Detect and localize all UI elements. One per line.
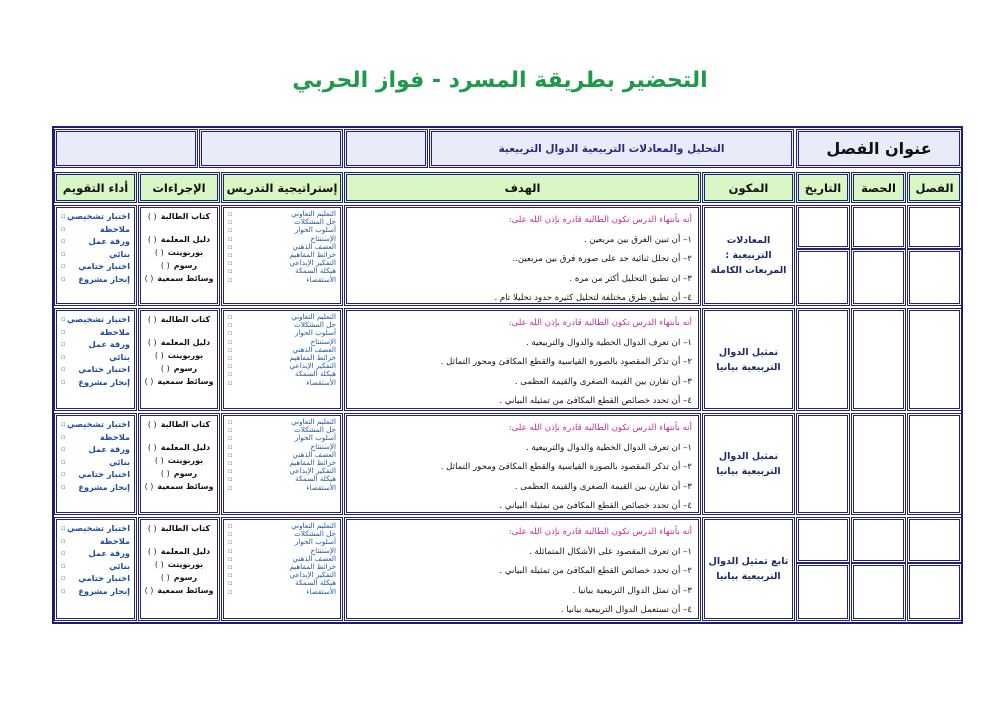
checkbox-icon: ▫: [228, 467, 233, 476]
date-cell: [796, 517, 850, 563]
component-cell: تابع تمثيل الدوال التربيعية بيانيا: [702, 517, 795, 621]
checkbox-icon: ▫: [228, 378, 233, 387]
goal-item: ٤– أن تستعمل الدوال التربيعية بيانيا .: [560, 605, 692, 615]
strategy-label: حل المشكلات: [294, 425, 336, 435]
procedure-label: وسائط سمعية: [157, 274, 214, 283]
procedure-mark: ( ): [147, 212, 157, 221]
checkbox-icon: ▫: [61, 237, 66, 246]
checkbox-icon: ▫: [228, 450, 233, 459]
strategy-label: العصف الذهني: [292, 241, 336, 251]
strategy-label: حل المشكلات: [294, 320, 336, 330]
evaluation-option[interactable]: [61, 456, 130, 469]
checkbox-icon: ▫: [61, 586, 66, 595]
checkbox-icon: ▫: [61, 315, 66, 323]
checkbox-icon: ▫: [228, 313, 233, 321]
procedure-mark: ( ): [160, 364, 170, 373]
column-header-date: التاريخ: [796, 172, 850, 203]
procedures-cell: [138, 517, 220, 621]
date-cell: [796, 413, 850, 515]
procedure-item[interactable]: [144, 441, 214, 454]
goal-cell: [344, 205, 701, 306]
page-title: التحضير بطريقة المسرد - فواز الحربي: [292, 68, 708, 93]
procedure-label: دليل المعلمة: [160, 547, 211, 556]
evaluation-option[interactable]: [61, 313, 130, 326]
checkbox-icon: ▫: [61, 212, 66, 220]
evaluation-cell: [54, 205, 137, 306]
procedure-item[interactable]: [144, 210, 214, 223]
checkbox-icon: ▫: [228, 370, 233, 379]
goal-item: ٤– أن تحدد خصائص القطع المكافئ من تمثيله البياني .: [499, 501, 692, 511]
checkbox-icon: ▫: [228, 483, 233, 492]
checkbox-icon: ▫: [228, 251, 233, 260]
checkbox-icon: ▫: [228, 434, 233, 443]
checkbox-icon: ▫: [61, 377, 66, 386]
procedure-label: دليل المعلمة: [160, 235, 211, 244]
checkbox-icon: ▫: [228, 475, 233, 484]
strategy-label: التعليم التعاوني: [291, 312, 336, 321]
procedure-label: بوربوينت: [167, 351, 204, 360]
checkbox-icon: ▫: [228, 442, 233, 451]
procedures-cell: [138, 413, 220, 515]
header-blank-cell: [344, 129, 428, 168]
goal-item: ١– ان تعرف المقصود على الأشكال المتماثلة .: [529, 546, 692, 557]
checkbox-icon: ▫: [61, 432, 66, 441]
checkbox-icon: ▫: [61, 536, 66, 545]
strategy-label: التفكير الإبداعي: [289, 361, 336, 371]
class-cell: [907, 308, 962, 411]
procedure-mark: ( ): [144, 377, 154, 386]
evaluation-option[interactable]: [61, 585, 130, 598]
checkbox-icon: ▫: [228, 234, 233, 243]
evaluation-option[interactable]: [61, 522, 130, 535]
evaluation-option[interactable]: [61, 535, 130, 548]
checkbox-icon: ▫: [61, 340, 66, 349]
procedure-label: دليل المعلمة: [160, 443, 211, 452]
procedure-item[interactable]: [144, 313, 214, 326]
goal-item: ٢– أن تذكر المقصود بالصورة القياسية والقطع المكافئ ومحور التماثل .: [440, 462, 692, 472]
evaluation-cell: [54, 413, 137, 515]
procedure-item[interactable]: [144, 246, 214, 259]
evaluation-label: ورقة عمل: [88, 548, 130, 559]
procedure-label: كتاب الطالبة: [160, 420, 211, 429]
goal-item: ١– ان تعرف الدوال الخطية والدوال والتربيعية .: [525, 337, 692, 348]
component-cell: المعادلات التربيعية : المربعات الكاملة: [702, 205, 795, 306]
column-header-evaluation: أداء التقويم: [54, 172, 137, 203]
procedure-mark: ( ): [154, 248, 164, 257]
checkbox-icon: ▫: [228, 546, 233, 555]
goal-item: ٤– أن تطبق طرق مختلفة لتحليل كثيرة حدود تحليلا تام .: [494, 293, 692, 303]
checkbox-icon: ▫: [228, 259, 233, 268]
evaluation-label: ملاحظة: [99, 535, 130, 546]
procedure-mark: ( ): [147, 524, 157, 533]
period-cell: [851, 517, 906, 563]
checkbox-icon: ▫: [61, 561, 66, 570]
procedure-mark: ( ): [147, 420, 157, 429]
procedure-item[interactable]: [144, 418, 214, 431]
evaluation-option[interactable]: [61, 418, 130, 431]
class-cell: [907, 517, 962, 563]
class-cell: [907, 563, 962, 621]
evaluation-label: اختبار ختامي: [78, 469, 130, 480]
column-header-goal: الهدف: [344, 172, 701, 203]
procedure-mark: ( ): [154, 456, 164, 465]
procedure-label: كتاب الطالبة: [160, 524, 211, 533]
procedure-label: بوربوينت: [167, 560, 204, 569]
evaluation-label: إنجاز مشروع: [78, 481, 130, 492]
column-header-component: المكون: [702, 172, 795, 203]
goal-item: ٣– أن تقارن بين القيمة الصغرى والقيمة العظمى .: [514, 376, 692, 387]
evaluation-label: اختبار ختامي: [78, 261, 130, 272]
goal-cell: [344, 517, 701, 621]
header-blank-cell: [54, 129, 198, 168]
procedure-label: رسوم: [173, 573, 198, 582]
evaluation-label: ورقة عمل: [88, 339, 130, 350]
evaluation-label: إنجاز مشروع: [78, 273, 130, 284]
strategy-label: الأستقصاء: [306, 377, 336, 387]
strategy-label: التفكير الإبداعي: [289, 570, 336, 580]
evaluation-label: اختبار تشخيصي: [66, 523, 130, 533]
procedure-item[interactable]: [144, 336, 214, 349]
strategy-label: التعليم التعاوني: [291, 209, 336, 218]
strategy-option[interactable]: [228, 276, 336, 284]
procedure-mark: ( ): [147, 547, 157, 556]
procedure-item[interactable]: [144, 558, 214, 571]
goal-item: ١– ان تعرف الدوال الخطية والدوال والتربيعية .: [525, 442, 692, 453]
column-header-period: الحصة: [851, 172, 906, 203]
procedure-mark: ( ): [147, 315, 157, 324]
procedure-label: وسائط سمعية: [157, 586, 214, 595]
date-cell: [796, 205, 850, 249]
goal-item: ١– أن تبين الفرق بين مربعين .: [583, 234, 692, 245]
evaluation-label: ملاحظة: [99, 223, 130, 234]
checkbox-icon: ▫: [228, 579, 233, 588]
evaluation-option[interactable]: [61, 260, 130, 273]
checkbox-icon: ▫: [61, 224, 66, 233]
date-cell: [796, 249, 850, 306]
checkbox-icon: ▫: [228, 426, 233, 435]
evaluation-label: اختبار تشخيصي: [66, 314, 130, 324]
procedure-label: بوربوينت: [167, 456, 204, 465]
evaluation-label: إنجاز مشروع: [78, 376, 130, 387]
evaluation-label: إنجاز مشروع: [78, 585, 130, 596]
period-cell: [851, 308, 906, 411]
unit-subject: التحليل والمعادلات التربيعية الدوال التربيعية: [429, 129, 794, 168]
procedure-item[interactable]: [144, 480, 214, 493]
goal-item: ٢– أن تحلل ثنائية حد على صورة فرق بين مربعين..: [512, 254, 692, 264]
evaluation-option[interactable]: [61, 547, 130, 560]
procedure-item[interactable]: [144, 467, 214, 480]
checkbox-icon: ▫: [228, 345, 233, 354]
procedure-mark: ( ): [147, 338, 157, 347]
evaluation-label: اختبار ختامي: [78, 364, 130, 375]
period-cell: [851, 563, 906, 621]
strategy-label: التفكير الإبداعي: [289, 258, 336, 268]
strategy-label: الأستقصاء: [306, 274, 336, 284]
header-blank-cell: [199, 129, 343, 168]
checkbox-icon: ▫: [61, 470, 66, 479]
evaluation-option[interactable]: [61, 210, 130, 223]
strategy-cell: [221, 205, 343, 306]
checkbox-icon: ▫: [228, 329, 233, 338]
procedure-mark: ( ): [154, 351, 164, 360]
evaluation-label: بنائي: [109, 560, 130, 571]
checkbox-icon: ▫: [61, 457, 66, 466]
procedures-cell: [138, 308, 220, 411]
procedure-label: وسائط سمعية: [157, 482, 214, 491]
procedure-label: رسوم: [173, 364, 198, 373]
procedure-item[interactable]: [144, 362, 214, 375]
procedure-mark: ( ): [160, 261, 170, 270]
checkbox-icon: ▫: [228, 267, 233, 276]
checkbox-icon: ▫: [228, 587, 233, 596]
checkbox-icon: ▫: [61, 365, 66, 374]
goal-intro: أنه بأنتهاء الدرس تكون الطالبة قادرة بإذن الله على:: [508, 318, 692, 328]
evaluation-option[interactable]: [61, 560, 130, 573]
evaluation-label: ورقة عمل: [88, 236, 130, 247]
evaluation-option[interactable]: [61, 223, 130, 236]
evaluation-option[interactable]: [61, 248, 130, 261]
procedure-item[interactable]: [144, 349, 214, 362]
goal-item: ٣– ان تطبق التحليل أكثر من مرة .: [569, 273, 692, 284]
evaluation-label: بنائي: [109, 456, 130, 467]
strategy-label: الإستنتاج: [310, 545, 336, 555]
evaluation-option[interactable]: [61, 235, 130, 248]
procedure-item[interactable]: [144, 233, 214, 246]
checkbox-icon: ▫: [61, 574, 66, 583]
checkbox-icon: ▫: [61, 249, 66, 258]
evaluation-option[interactable]: [61, 481, 130, 494]
evaluation-label: ملاحظة: [99, 326, 130, 337]
strategy-label: أسلوب الحوار: [294, 433, 336, 443]
goal-item: ٢– أن تذكر المقصود بالصورة القياسية والقطع المكافئ ومحور التماثل .: [440, 357, 692, 367]
procedure-mark: ( ): [160, 573, 170, 582]
checkbox-icon: ▫: [61, 445, 66, 454]
checkbox-icon: ▫: [228, 571, 233, 580]
evaluation-option[interactable]: [61, 572, 130, 585]
checkbox-icon: ▫: [61, 327, 66, 336]
procedure-mark: ( ): [144, 586, 154, 595]
checkbox-icon: ▫: [228, 530, 233, 539]
evaluation-option[interactable]: [61, 376, 130, 389]
checkbox-icon: ▫: [228, 354, 233, 363]
unit-title-label: عنوان الفصل: [796, 129, 962, 168]
strategy-cell: [221, 517, 343, 621]
strategy-label: الإستنتاج: [310, 336, 336, 346]
procedure-mark: ( ): [144, 274, 154, 283]
strategy-label: الأستقصاء: [306, 482, 336, 492]
evaluation-option[interactable]: [61, 468, 130, 481]
checkbox-icon: ▫: [228, 554, 233, 563]
procedure-label: رسوم: [173, 469, 198, 478]
checkbox-icon: ▫: [61, 262, 66, 271]
component-cell: تمثيل الدوال التربيعية بيانيا: [702, 413, 795, 515]
strategy-label: العصف الذهني: [292, 344, 336, 354]
checkbox-icon: ▫: [228, 275, 233, 284]
strategy-label: التعليم التعاوني: [291, 417, 336, 426]
checkbox-icon: ▫: [228, 418, 233, 426]
goal-cell: [344, 308, 701, 411]
strategy-label: أسلوب الحوار: [294, 537, 336, 547]
goal-cell: [344, 413, 701, 515]
strategy-label: التعليم التعاوني: [291, 521, 336, 530]
procedure-label: كتاب الطالبة: [160, 212, 211, 221]
checkbox-icon: ▫: [228, 242, 233, 251]
checkbox-icon: ▫: [61, 482, 66, 491]
component-cell: تمثيل الدوال التربيعية بيانيا: [702, 308, 795, 411]
procedure-item[interactable]: [144, 454, 214, 467]
checkbox-icon: ▫: [61, 420, 66, 428]
strategy-label: الإستنتاج: [310, 233, 336, 243]
procedures-cell: [138, 205, 220, 306]
strategy-label: الأستقصاء: [306, 586, 336, 596]
period-cell: [851, 249, 906, 306]
checkbox-icon: ▫: [228, 522, 233, 530]
strategy-label: هيكلة السمكة: [294, 266, 336, 276]
checkbox-icon: ▫: [61, 274, 66, 283]
goal-intro: أنه بأنتهاء الدرس تكون الطالبة قادرة بإذن الله على:: [508, 215, 692, 225]
strategy-option[interactable]: [228, 484, 336, 492]
evaluation-label: ورقة عمل: [88, 444, 130, 455]
evaluation-label: اختبار تشخيصي: [66, 419, 130, 429]
goal-intro: أنه بأنتهاء الدرس تكون الطالبة قادرة بإذن الله على:: [508, 423, 692, 433]
strategy-label: العصف الذهني: [292, 553, 336, 563]
evaluation-option[interactable]: [61, 273, 130, 286]
strategy-label: حل المشكلات: [294, 217, 336, 227]
procedure-item[interactable]: [144, 259, 214, 272]
checkbox-icon: ▫: [228, 226, 233, 235]
procedure-label: وسائط سمعية: [157, 377, 214, 386]
checkbox-icon: ▫: [228, 362, 233, 371]
goal-item: ٣– أن تمثل الدوال التربيعية بيانيا .: [572, 585, 692, 596]
strategy-label: خرائط المفاهيم: [289, 562, 336, 572]
strategy-label: خرائط المفاهيم: [289, 353, 336, 363]
evaluation-label: بنائي: [109, 351, 130, 362]
goal-item: ٤– أن تحدد خصائص القطع المكافئ من تمثيله البياني .: [499, 396, 692, 406]
class-cell: [907, 205, 962, 249]
strategy-label: الإستنتاج: [310, 441, 336, 451]
checkbox-icon: ▫: [228, 459, 233, 468]
date-cell: [796, 563, 850, 621]
strategy-label: أسلوب الحوار: [294, 328, 336, 338]
strategy-label: هيكلة السمكة: [294, 578, 336, 588]
procedure-label: دليل المعلمة: [160, 338, 211, 347]
checkbox-icon: ▫: [61, 352, 66, 361]
procedure-item[interactable]: [144, 272, 214, 285]
procedure-mark: ( ): [144, 482, 154, 491]
evaluation-label: اختبار ختامي: [78, 573, 130, 584]
evaluation-option[interactable]: [61, 431, 130, 444]
strategy-label: العصف الذهني: [292, 449, 336, 459]
evaluation-cell: [54, 517, 137, 621]
strategy-cell: [221, 413, 343, 515]
evaluation-option[interactable]: [61, 351, 130, 364]
class-cell: [907, 413, 962, 515]
evaluation-label: بنائي: [109, 248, 130, 259]
strategy-label: حل المشكلات: [294, 529, 336, 539]
evaluation-option[interactable]: [61, 443, 130, 456]
checkbox-icon: ▫: [61, 549, 66, 558]
checkbox-icon: ▫: [228, 337, 233, 346]
checkbox-icon: ▫: [228, 218, 233, 227]
procedure-mark: ( ): [147, 235, 157, 244]
goal-item: ٢– أن تحدد خصائص القطع المكافئ من تمثيله البياني .: [499, 566, 692, 576]
procedure-item[interactable]: [144, 522, 214, 535]
checkbox-icon: ▫: [228, 210, 233, 218]
goal-intro: أنه بأنتهاء الدرس تكون الطالبة قادرة بإذن الله على:: [508, 527, 692, 537]
procedure-item[interactable]: [144, 545, 214, 558]
procedure-label: بوربوينت: [167, 248, 204, 257]
checkbox-icon: ▫: [228, 321, 233, 330]
goal-item: ٣– أن تقارن بين القيمة الصغرى والقيمة العظمى .: [514, 481, 692, 492]
procedure-item[interactable]: [144, 584, 214, 597]
column-header-procedures: الإجراءات: [138, 172, 220, 203]
strategy-label: أسلوب الحوار: [294, 225, 336, 235]
checkbox-icon: ▫: [228, 563, 233, 572]
procedure-mark: ( ): [160, 469, 170, 478]
column-header-strategy: إستراتيجية التدريس: [221, 172, 343, 203]
strategy-option[interactable]: [228, 588, 336, 596]
procedure-mark: ( ): [147, 443, 157, 452]
strategy-label: خرائط المفاهيم: [289, 458, 336, 468]
strategy-label: التفكير الإبداعي: [289, 466, 336, 476]
evaluation-label: اختبار تشخيصي: [66, 211, 130, 221]
procedure-label: رسوم: [173, 261, 198, 270]
evaluation-option[interactable]: [61, 326, 130, 339]
strategy-cell: [221, 308, 343, 411]
strategy-option[interactable]: [228, 379, 336, 387]
date-cell: [796, 308, 850, 411]
evaluation-label: ملاحظة: [99, 431, 130, 442]
checkbox-icon: ▫: [228, 538, 233, 547]
procedure-item[interactable]: [144, 375, 214, 388]
strategy-label: هيكلة السمكة: [294, 369, 336, 379]
evaluation-option[interactable]: [61, 363, 130, 376]
column-header-class: الفصل: [907, 172, 962, 203]
strategy-label: هيكلة السمكة: [294, 474, 336, 484]
evaluation-option[interactable]: [61, 338, 130, 351]
strategy-label: خرائط المفاهيم: [289, 250, 336, 260]
checkbox-icon: ▫: [61, 524, 66, 532]
procedure-item[interactable]: [144, 571, 214, 584]
procedure-label: كتاب الطالبة: [160, 315, 211, 324]
period-cell: [851, 205, 906, 249]
period-cell: [851, 413, 906, 515]
class-cell: [907, 249, 962, 306]
evaluation-cell: [54, 308, 137, 411]
procedure-mark: ( ): [154, 560, 164, 569]
